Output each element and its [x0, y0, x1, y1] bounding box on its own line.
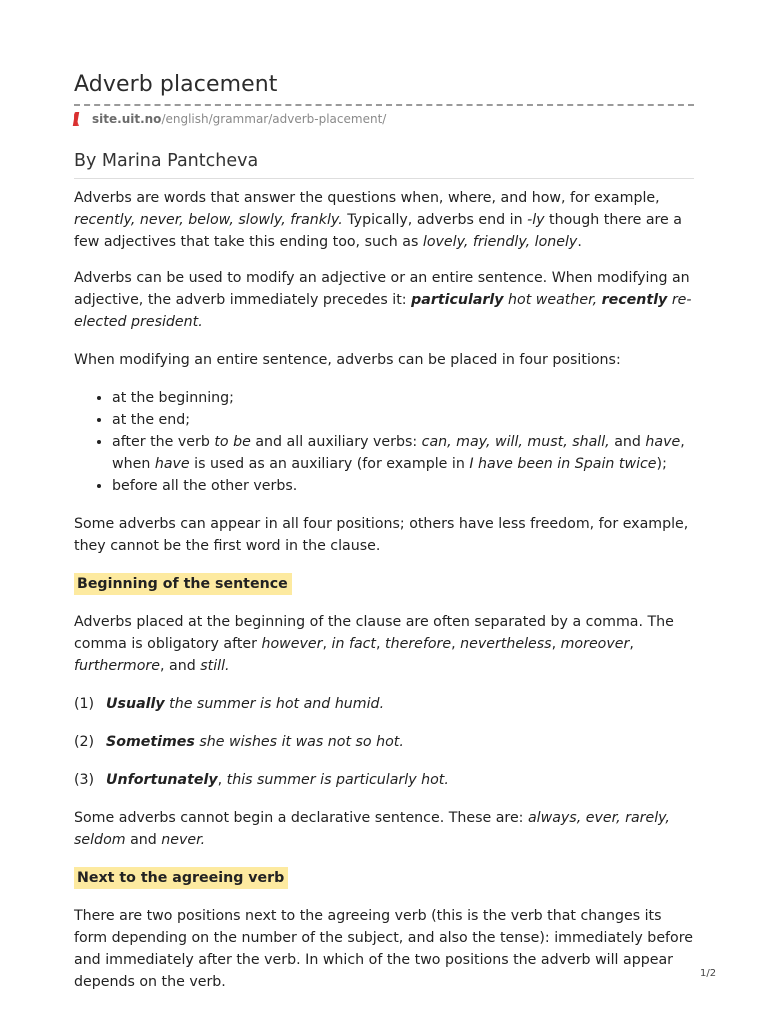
example-words: lovely, friendly, lonely: [422, 234, 578, 250]
author-byline: By Marina Pantcheva: [74, 151, 259, 171]
text: Adverbs placed at the beginning of the clause are often separated by a comma. The comma is obligatory after: [74, 614, 674, 652]
adverb-example: moreover: [560, 636, 630, 652]
example-sentence: [74, 769, 694, 791]
text: ,: [551, 636, 561, 652]
source-line: [74, 111, 694, 129]
sentence: this summer is particularly hot.: [222, 772, 449, 788]
page-title: Adverb placement: [74, 72, 278, 97]
adverb-example: particularly: [411, 292, 504, 308]
adverb-example: in fact: [331, 636, 376, 652]
source-link[interactable]: [92, 112, 386, 126]
agreeing-verb-paragraph: There are two positions next to the agreeing verb (this is the verb that changes its form depending on the number of the subject, and also the tense): immediately before and immediately after the verb. In which of the two positions the adverb will appear depends on the verb.: [74, 908, 693, 990]
text: and: [125, 832, 162, 848]
text: .: [577, 234, 582, 250]
positions-list: [74, 387, 694, 497]
list-item: • at the end;: [112, 409, 694, 431]
section-heading-agreeing-verb: Next to the agreeing verb: [74, 867, 288, 889]
verb-example: have: [645, 434, 681, 450]
example-number: (1): [74, 696, 95, 712]
example-sentence: [74, 731, 694, 753]
sentence: she wishes it was not so hot.: [194, 734, 404, 750]
adverb-example: still.: [200, 658, 230, 674]
sentence: the summer is hot and humid.: [164, 696, 385, 712]
cannot-begin-paragraph: [74, 807, 694, 851]
section-heading-beginning: Beginning of the sentence: [74, 573, 292, 595]
adverb-example: furthermore: [74, 658, 160, 674]
article-body: [74, 187, 694, 993]
source-host: site.uit.no: [92, 112, 162, 126]
adverb-example: recently: [601, 292, 668, 308]
freedom-paragraph: Some adverbs can appear in all four positions; others have less freedom, for example, they cannot be the first word in the clause.: [74, 516, 689, 554]
text: , and: [160, 658, 201, 674]
text: is used as an auxiliary (for example in: [189, 456, 470, 472]
positions-intro: When modifying an entire sentence, adverbs can be placed in four positions:: [74, 352, 621, 368]
adverb: Unfortunately: [106, 772, 218, 788]
text: ,: [451, 636, 461, 652]
example-number: (3): [74, 772, 95, 788]
sentence-example: I have been in Spain twice: [469, 456, 657, 472]
text: );: [656, 456, 667, 472]
adverb-list: always, ever, rarely, seldom: [74, 810, 670, 848]
text: ,: [376, 636, 386, 652]
list-item: • at the beginning;: [112, 387, 694, 409]
modify-paragraph: [74, 267, 694, 333]
adverb: Sometimes: [106, 734, 195, 750]
example-number: (2): [74, 734, 95, 750]
byline-divider: [74, 178, 694, 179]
text: Some adverbs cannot begin a declarative sentence. These are:: [74, 810, 528, 826]
example-sentence: [74, 693, 694, 715]
verb-example: to be: [214, 434, 251, 450]
title-divider: [74, 104, 694, 106]
phrase-example: re-elected president.: [74, 292, 692, 330]
source-path: /english/grammar/adverb-placement/: [161, 112, 387, 126]
verb-example: have: [154, 456, 190, 472]
phrase-example: hot weather,: [503, 292, 602, 308]
example-text: [106, 731, 404, 753]
example-words: recently, never, below, slowly, frankly.: [74, 212, 343, 228]
text: ,: [322, 636, 332, 652]
list-item: • before all the other verbs.: [112, 475, 694, 497]
text: though there are a few adjectives that take this ending too, such as: [74, 212, 682, 250]
adverb-example: however: [261, 636, 323, 652]
text: Typically, adverbs end in: [342, 212, 528, 228]
verb-example: can, may, will, must, shall,: [421, 434, 610, 450]
adverb-list: never.: [161, 832, 206, 848]
example-text: [106, 769, 449, 791]
adverb: Usually: [106, 696, 165, 712]
text: and: [609, 434, 646, 450]
text: after the verb: [112, 434, 215, 450]
text: Adverbs are words that answer the questions when, where, and how, for example,: [74, 190, 660, 206]
intro-paragraph: [74, 187, 694, 253]
bookmark-icon: [74, 112, 79, 126]
list-item: [112, 431, 694, 475]
text: and all auxiliary verbs:: [250, 434, 422, 450]
text: Adverbs can be used to modify an adjective or an entire sentence. When modifying an adjective, the adverb immediately precedes it:: [74, 270, 690, 308]
comma-paragraph: [74, 611, 694, 677]
adverb-example: nevertheless: [460, 636, 552, 652]
page-number: 1/2: [700, 968, 717, 979]
text: , when: [112, 434, 685, 472]
adverb-example: therefore: [385, 636, 452, 652]
suffix: -ly: [527, 212, 545, 228]
comma: ,: [217, 772, 223, 788]
example-text: [106, 693, 384, 715]
text: ,: [629, 636, 634, 652]
